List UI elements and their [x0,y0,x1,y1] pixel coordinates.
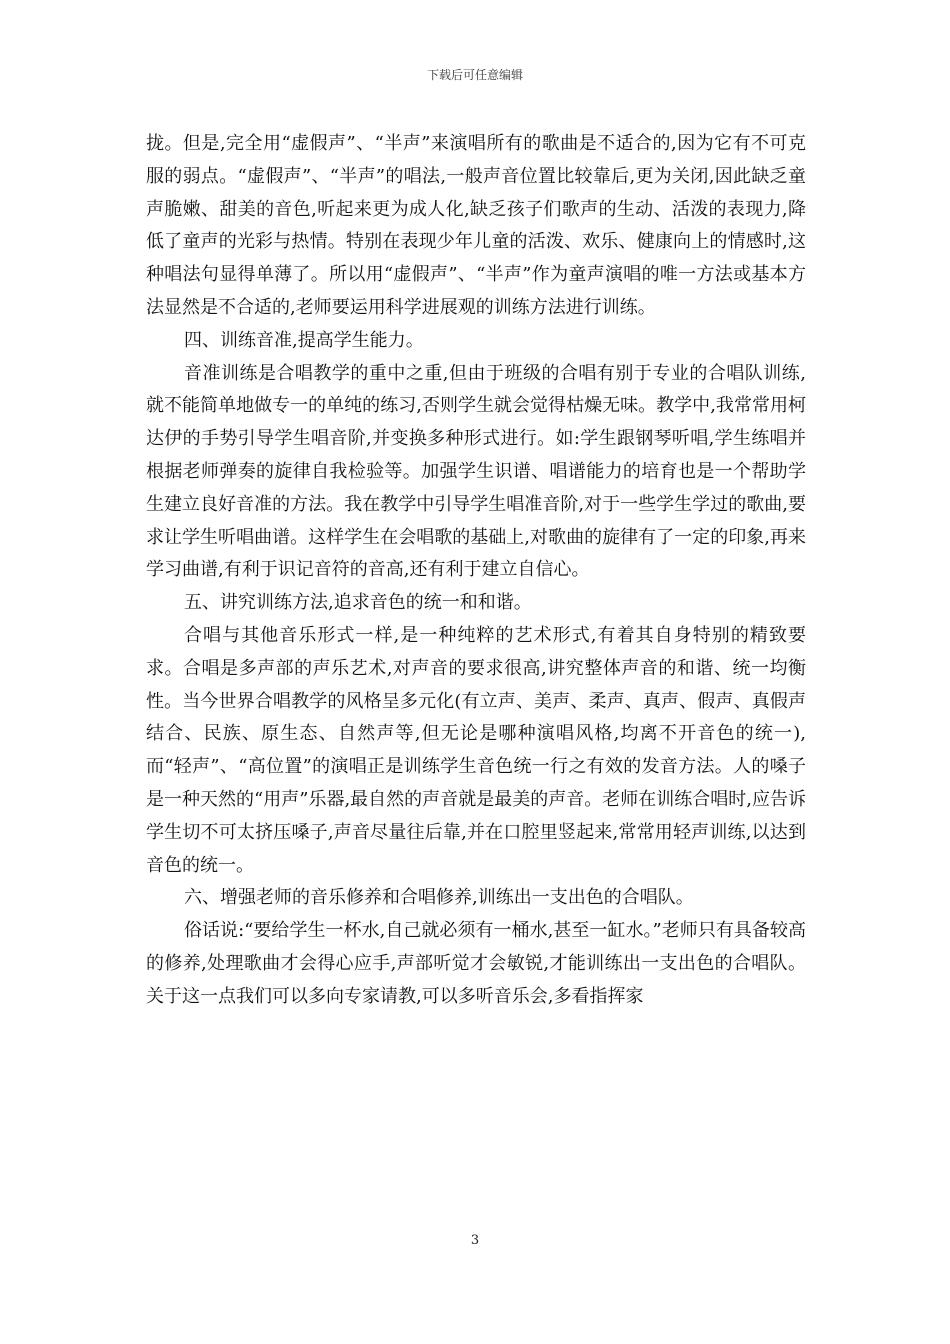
paragraph-timbre-unity: 合唱与其他音乐形式一样,是一种纯粹的艺术形式,有着其自身特别的精致要求。合唱是多声部的声乐艺术,对声音的要求很高,讲究整体声音的和谐、统一均衡性。当今世界合唱教学的风格呈多元化(有立声、美声、柔声、真声、假声、真假声结合、民族、原生态、自然声等,但无论是哪种演唱风格,均离不开音色的统一),而“轻声”、“高位置”的演唱正是训练学生音色统一行之有效的发音方法。人的嗓子是一种天然的“用声”乐器,最自然的声音就是最美的声音。老师在训练合唱时,应告诉学生切不可太挤压嗓子,声音尽量往后靠,并在口腔里竖起来,常常用轻声训练,以达到音色的统一。 [146,624,806,876]
paragraph-teacher-cultivation: 俗话说:“要给学生一杯水,自己就必须有一桶水,甚至一缸水。”老师只有具备较高的修养,处理歌曲才会得心应手,声部听觉才会敏锐,才能训练出一支出色的合唱队。关于这一点我们可以多向专家请教,可以多听音乐会,多看指挥家 [146,920,806,1007]
page-number: 3 [470,1233,480,1248]
section-heading-six: 六、增强老师的音乐修养和合唱修养,训练出一支出色的合唱队。 [184,887,694,909]
page-header-note: 下载后可任意编辑 [426,68,523,82]
paragraph-intonation-training: 音准训练是合唱教学的重中之重,但由于班级的合唱有别于专业的合唱队训练,就不能简单地做专一的单纯的练习,否则学生就会觉得枯燥无味。教学中,我常常用柯达伊的手势引导学生唱音阶,并变换多种形式进行。如:学生跟钢琴听唱,学生练唱并根据老师弹奏的旋律自我检验等。加强学生识谱、唱谱能力的培育也是一个帮助学生建立良好音准的方法。我在教学中引导学生唱准音阶,对于一些学生学过的歌曲,要求让学生听唱曲谱。这样学生在会唱歌的基础上,对歌曲的旋律有了一定的印象,再来学习曲谱,有利于识记音符的音高,还有利于建立自信心。 [146,362,806,581]
section-heading-five: 五、讲究训练方法,追求音色的统一和和谐。 [184,592,532,614]
section-heading-four: 四、训练音准,提高学生能力。 [184,329,424,351]
paragraph-continuation: 拢。但是,完全用“虚假声”、“半声”来演唱所有的歌曲是不适合的,因为它有不可克服的弱点。“虚假声”、“半声”的唱法,一般声音位置比较靠后,更为关闭,因此缺乏童声脆嫩、甜美的音色,听起来更为成人化,缺乏孩子们歌声的生动、活泼的表现力,降低了童声的光彩与热情。特别在表现少年儿童的活泼、欢乐、健康向上的情感时,这种唱法句显得单薄了。所以用“虚假声”、“半声”作为童声演唱的唯一方法或基本方法显然是不合适的,老师要运用科学进展观的训练方法进行训练。 [146,133,806,318]
document-body [146,128,806,1014]
